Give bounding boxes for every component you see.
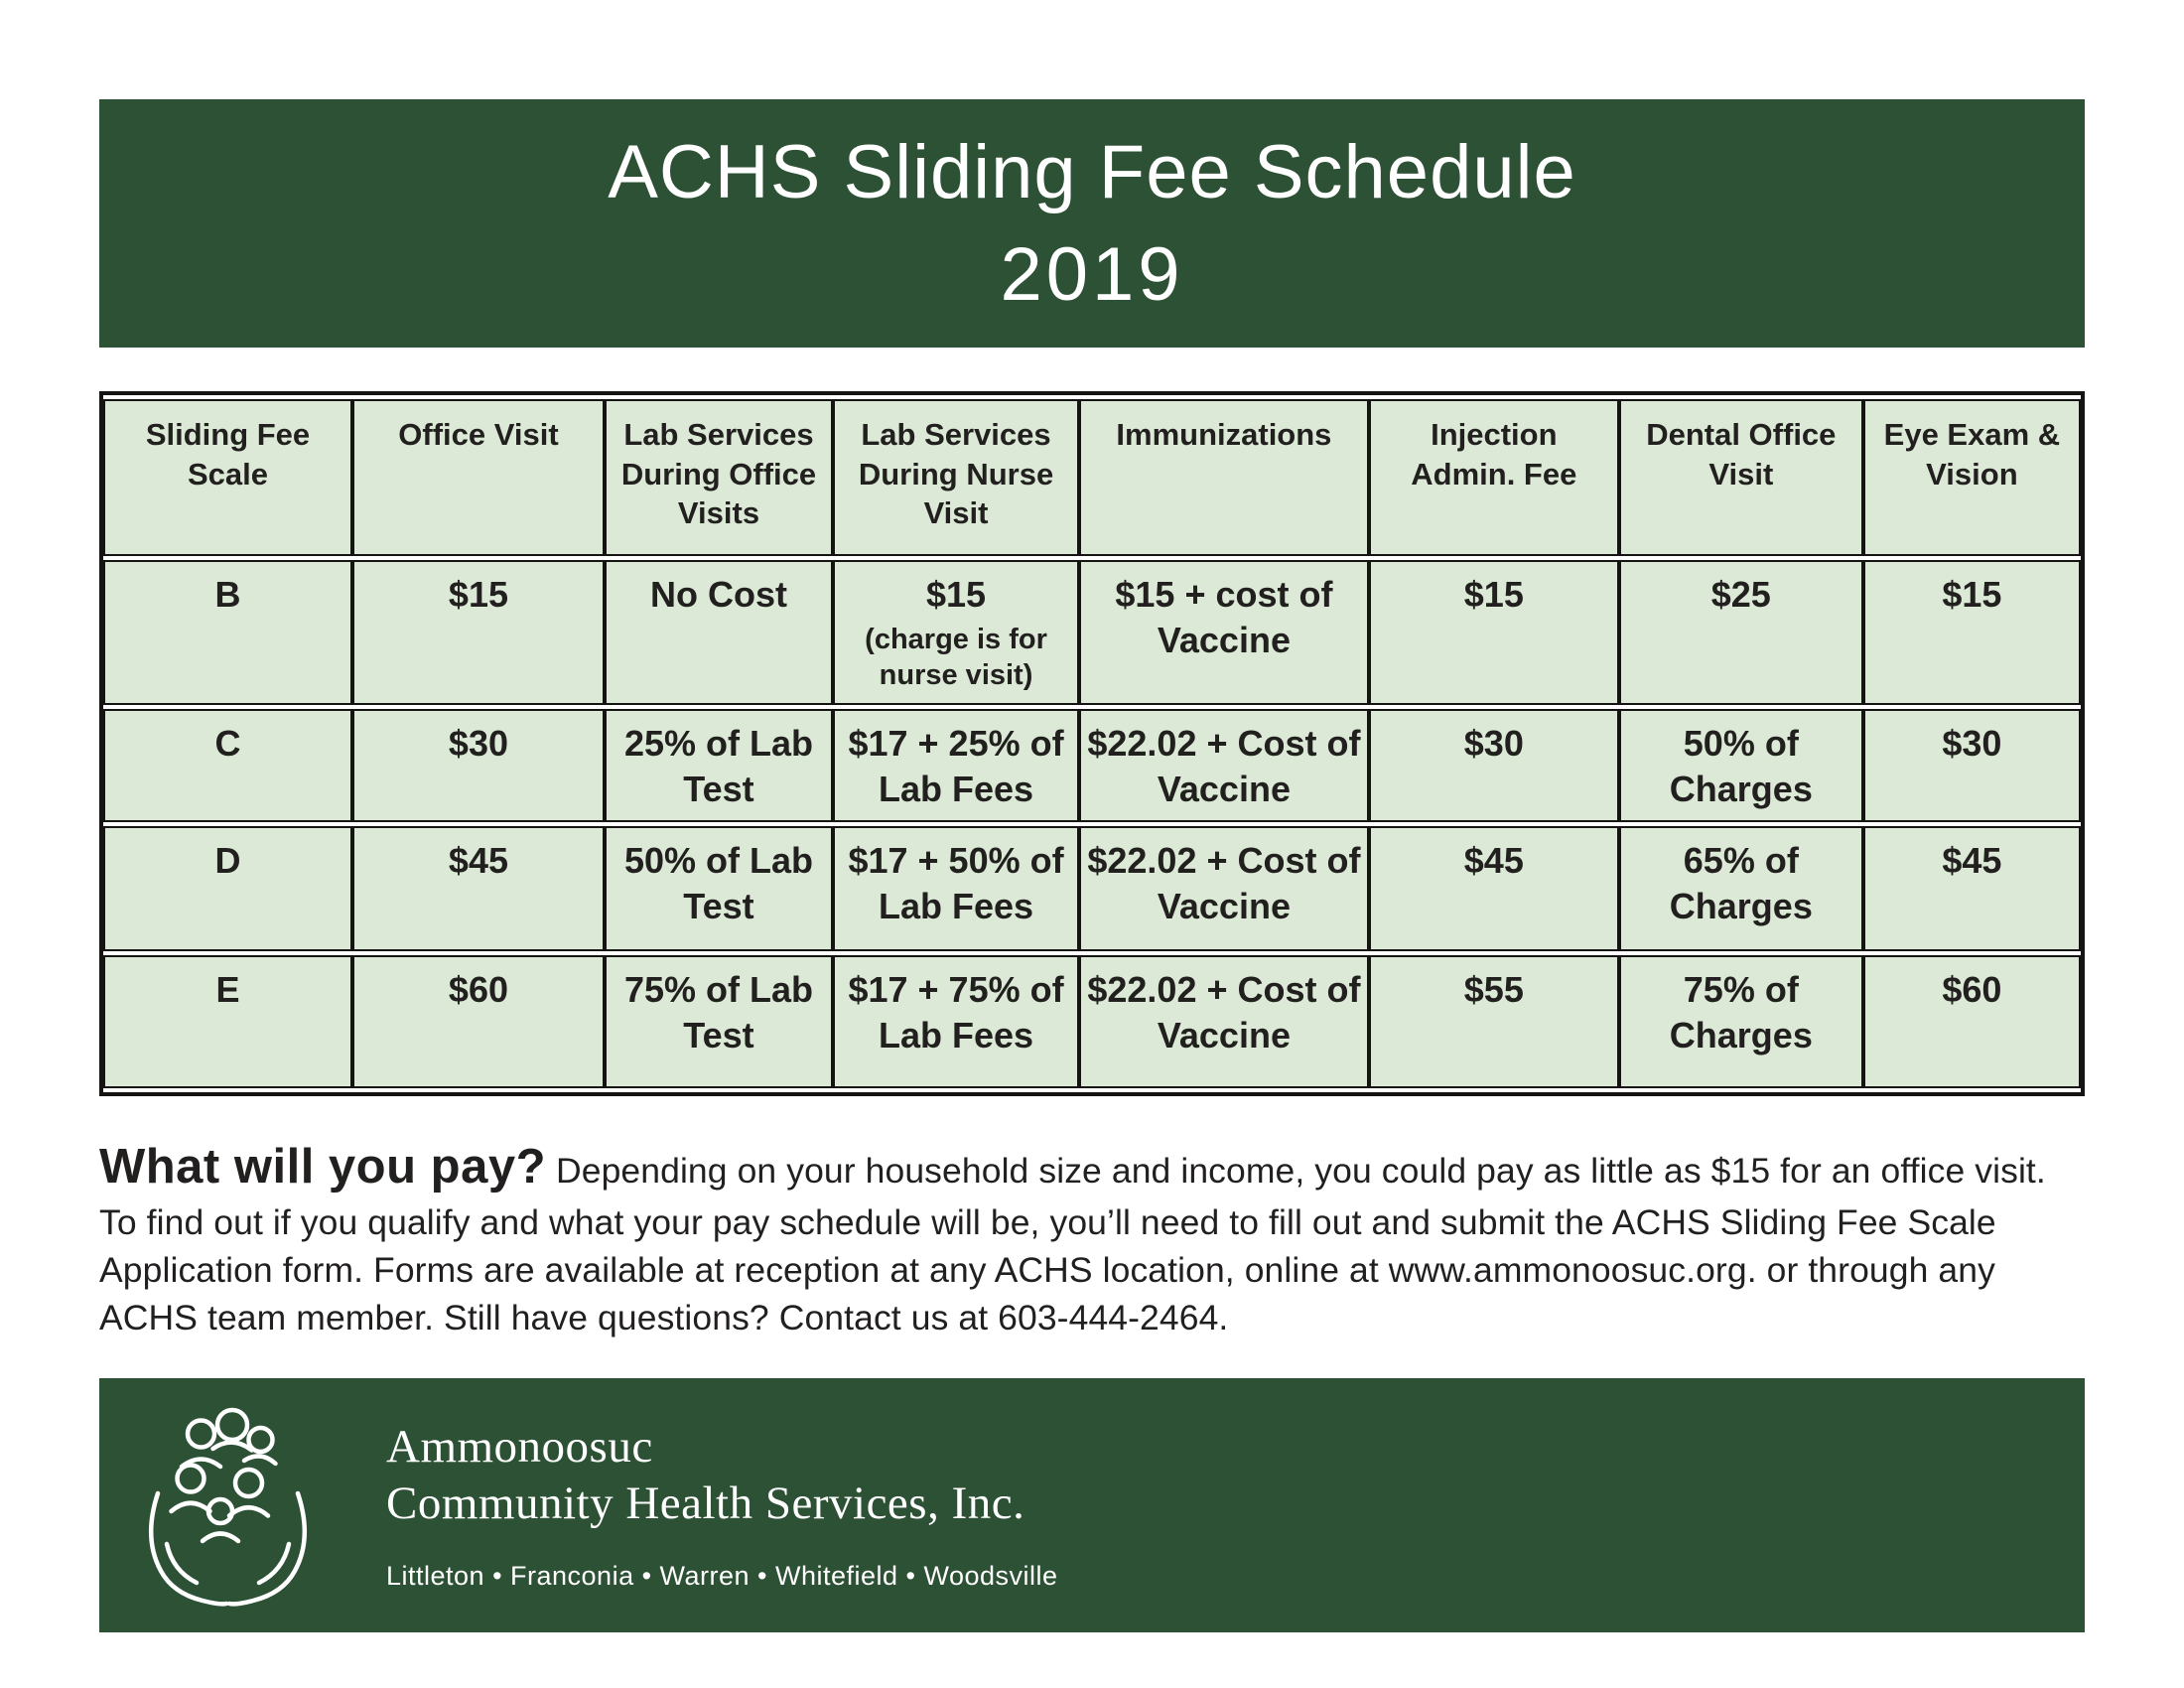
table-header-row — [103, 399, 2081, 556]
hands-family-logo-icon — [131, 1401, 325, 1610]
table-cell: $22.02 + Cost of Vaccine — [1079, 709, 1369, 822]
table-cell: $15 + cost of Vaccine — [1079, 560, 1369, 705]
page-title-year: 2019 — [1000, 232, 1184, 317]
body-paragraph: Depending on your household size and income, you could pay as little as $15 for an office visit. To find out if you qualify and what your pay schedule will be, you’ll need to fill out and submit the ACHS Sliding Fee Scale Application form. Forms are available at reception at any ACHS location, online at www.ammonoosuc.org. or through any ACHS team member. Still have questions? Contact us at 603-444-2464. — [99, 1151, 2046, 1337]
table-row — [103, 826, 2081, 951]
table-cell: $17 + 50% of Lab Fees — [833, 826, 1079, 951]
column-header: Eye Exam & Vision — [1863, 399, 2081, 556]
column-header: Immunizations — [1079, 399, 1369, 556]
table-cell: $22.02 + Cost of Vaccine — [1079, 826, 1369, 951]
title-banner — [99, 99, 2085, 348]
table-cell: $30 — [352, 709, 605, 822]
table-cell: 50% of Lab Test — [605, 826, 833, 951]
fee-table-body — [103, 560, 2081, 1088]
table-cell: $22.02 + Cost of Vaccine — [1079, 955, 1369, 1088]
table-cell: E — [103, 955, 352, 1088]
table-cell: $25 — [1619, 560, 1863, 705]
column-header: Dental Office Visit — [1619, 399, 1863, 556]
table-cell: $55 — [1369, 955, 1619, 1088]
table-cell: $60 — [1863, 955, 2081, 1088]
table-row — [103, 955, 2081, 1088]
org-name-line1: Ammonoosuc — [386, 1421, 653, 1474]
body-text — [99, 1134, 2085, 1342]
table-cell: C — [103, 709, 352, 822]
table-cell: 75% of Charges — [1619, 955, 1863, 1088]
table-cell: 75% of Lab Test — [605, 955, 833, 1088]
table-row — [103, 560, 2081, 705]
table-cell: 25% of Lab Test — [605, 709, 833, 822]
locations-list: Littleton • Franconia • Warren • Whitefield • Woodsville — [386, 1560, 1058, 1591]
table-cell: No Cost — [605, 560, 833, 705]
table-cell: $60 — [352, 955, 605, 1088]
page-title: ACHS Sliding Fee Schedule — [608, 130, 1576, 214]
table-cell: $15 — [352, 560, 605, 705]
table-cell: $17 + 25% of Lab Fees — [833, 709, 1079, 822]
column-header: Lab Services During Office Visits — [605, 399, 833, 556]
column-header: Sliding Fee Scale — [103, 399, 352, 556]
table-cell: $15 — [1863, 560, 2081, 705]
column-header: Office Visit — [352, 399, 605, 556]
lead-question: What will you pay? — [99, 1140, 547, 1194]
table-cell: $30 — [1369, 709, 1619, 822]
table-cell — [833, 560, 1079, 705]
footer-banner — [99, 1378, 2085, 1632]
page — [99, 0, 2085, 1632]
table-cell: $17 + 75% of Lab Fees — [833, 955, 1079, 1088]
table-row — [103, 709, 2081, 822]
table-cell: $45 — [352, 826, 605, 951]
cell-value: $15 — [925, 574, 987, 615]
table-cell: $45 — [1863, 826, 2081, 951]
org-name-line2: Community Health Services, Inc. — [386, 1477, 1025, 1530]
table-cell: $15 — [1369, 560, 1619, 705]
cell-note: (charge is for nurse visit) — [865, 624, 1047, 692]
org-block — [386, 1419, 1058, 1592]
column-header: Lab Services During Nurse Visit — [833, 399, 1079, 556]
table-cell: D — [103, 826, 352, 951]
table-cell: B — [103, 560, 352, 705]
table-cell: $45 — [1369, 826, 1619, 951]
fee-table — [99, 391, 2085, 1096]
table-cell: $30 — [1863, 709, 2081, 822]
table-cell: 65% of Charges — [1619, 826, 1863, 951]
table-cell: 50% of Charges — [1619, 709, 1863, 822]
column-header: Injection Admin. Fee — [1369, 399, 1619, 556]
